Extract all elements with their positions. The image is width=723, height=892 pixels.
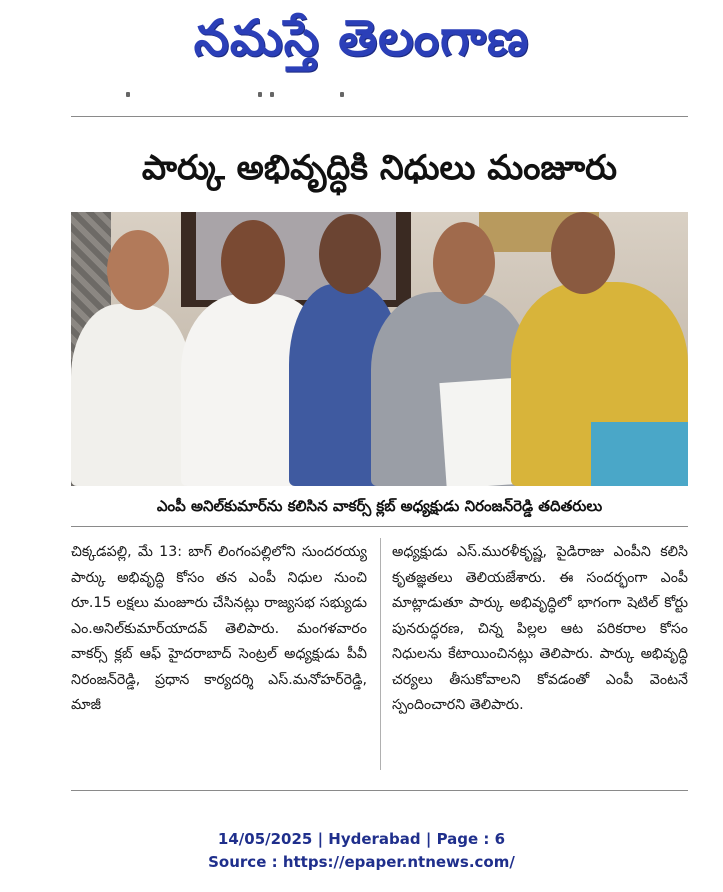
article-headline: పార్కు అభివృద్ధికి నిధులు మంజూరు — [141, 148, 618, 188]
article-body-left: చిక్కడపల్లి, మే 13: బాగ్ లింగంపల్లిలోని సుందరయ్య పార్కు అభివృద్ధి కోసం తన ఎంపీ నిధుల నుంచి రూ.15 లక్షలు మంజూరు చేసినట్లు రాజ్యసభ సభ్యుడు ఎం.అనిల్‌కుమార్‌యాదవ్ తెలిపారు. మంగళవారం వాకర్స్ క్లబ్ ఆఫ్ హైదరాబాద్ సెంట్రల్ అధ్యక్షుడు పీవీ నిరంజన్‌రెడ్డి, ప్రధాన కార్యదర్శి ఎస్.మనోహర్‌రెడ్డి, మాజీ — [71, 544, 367, 713]
caption-rule — [71, 526, 688, 527]
column-divider — [380, 538, 381, 770]
article-body-right: అధ్యక్షుడు ఎస్.మురళీకృష్ణ, పైడిరాజు ఎంపీని కలిసి కృతజ్ఞతలు తెలియజేశారు. ఈ సందర్భంగా ఎంపీ మాట్లాడుతూ పార్కు అభివృద్ధిలో భాగంగా షెటిల్ కోర్టు పునరుద్ధరణ, చిన్న పిల్లల ఆట పరికరాల కోసం నిధులను కేటాయించినట్లు తెలిపారు. పార్కు అభివృద్ధి చర్యలు తీసుకోవాలని కోవడంతో ఎంపీ వెంటనే స్పందించారని తెలిపారు. — [392, 544, 688, 713]
article-photo — [71, 212, 688, 486]
bottom-rule — [71, 790, 688, 791]
top-rule — [71, 116, 688, 117]
masthead-dots — [120, 92, 360, 100]
masthead-title: నమస్తే తెలంగాణ — [193, 8, 530, 67]
photo-caption: ఎంపీ అనిల్‌కుమార్‌ను కలిసిన వాకర్స్ క్లబ్ అధ్యక్షుడు నిరంజన్‌రెడ్డి తదితరులు — [156, 497, 603, 515]
footer-source: Source : https://epaper.ntnews.com/ — [208, 853, 515, 871]
footer-dateline: 14/05/2025 | Hyderabad | Page : 6 — [217, 830, 506, 848]
